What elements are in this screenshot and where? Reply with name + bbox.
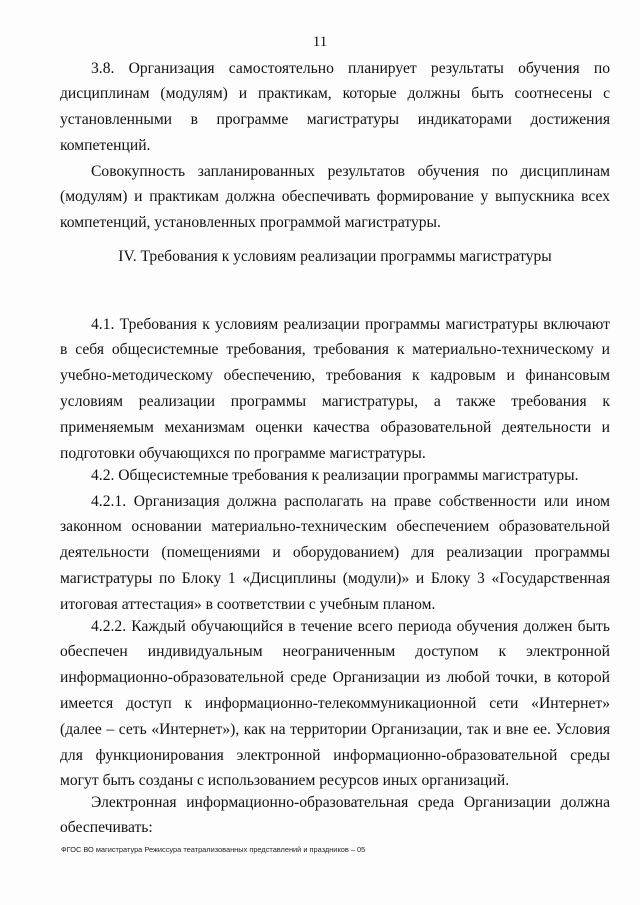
paragraph-3-8: 3.8. Организация самостоятельно планирует результаты обучения по дисциплинам (модулям) и практикам, которые должны быть соотнесены с установленными в программе магистратуры индикаторами достижения компетенций. xyxy=(60,59,610,154)
paragraph-4-1: 4.1. Требования к условиям реализации программы магистратуры включают в себя общесистемные требования, требования к материально-техническому и учебно-методическому обеспечению, требования к кадровым и финансовым условиям реализации программы магистратуры, а также требования к применяемым механизмам оценки качества образовательной деятельности и подготовки обучающихся по программе магистратуры. xyxy=(60,315,610,462)
paragraph-4-2: 4.2. Общесистемные требования к реализации программы магистратуры. xyxy=(91,466,579,484)
paragraph-eios-provides: Электронная информационно-образовательная среда Организации должна обеспечивать: xyxy=(60,793,610,837)
paragraph-4-2-1: 4.2.1. Организация должна располагать на праве собственности или ином законном основании материально-техническим обеспечением образовательной деятельности (помещениями и оборудованием) для реализации программы магистратуры по Блоку 1 «Дисциплины (модули)» и Блоку 3 «Государственная итоговая аттестация» в соответствии с учебным планом. xyxy=(60,492,610,613)
page-number: 11 xyxy=(312,34,328,50)
document-footer: ФГОС ВО магистратура Режиссура театрализованных представлений и праздников – 05 xyxy=(61,845,366,854)
paragraph-results-summary: Совокупность запланированных результатов обучения по дисциплинам (модулям) и практикам должна обеспечивать формирование у выпускника всех компетенций, установленных программой магистратуры. xyxy=(60,162,610,232)
section-heading: IV. Требования к условиям реализации программы магистратуры xyxy=(118,248,552,265)
paragraph-4-2-2: 4.2.2. Каждый обучающийся в течение всего периода обучения должен быть обеспечен индивидуальным неограниченным доступом к электронной информационно-образовательной среде Организации из любой точки, в которой имеется доступ к информационно-телекоммуникационной сети «Интернет» (далее – сеть «Интернет»), как на территории Организации, так и вне ее. Условия для функционирования электронной информационно-образовательной среды могут быть созданы с использованием ресурсов иных организаций. xyxy=(60,617,610,790)
